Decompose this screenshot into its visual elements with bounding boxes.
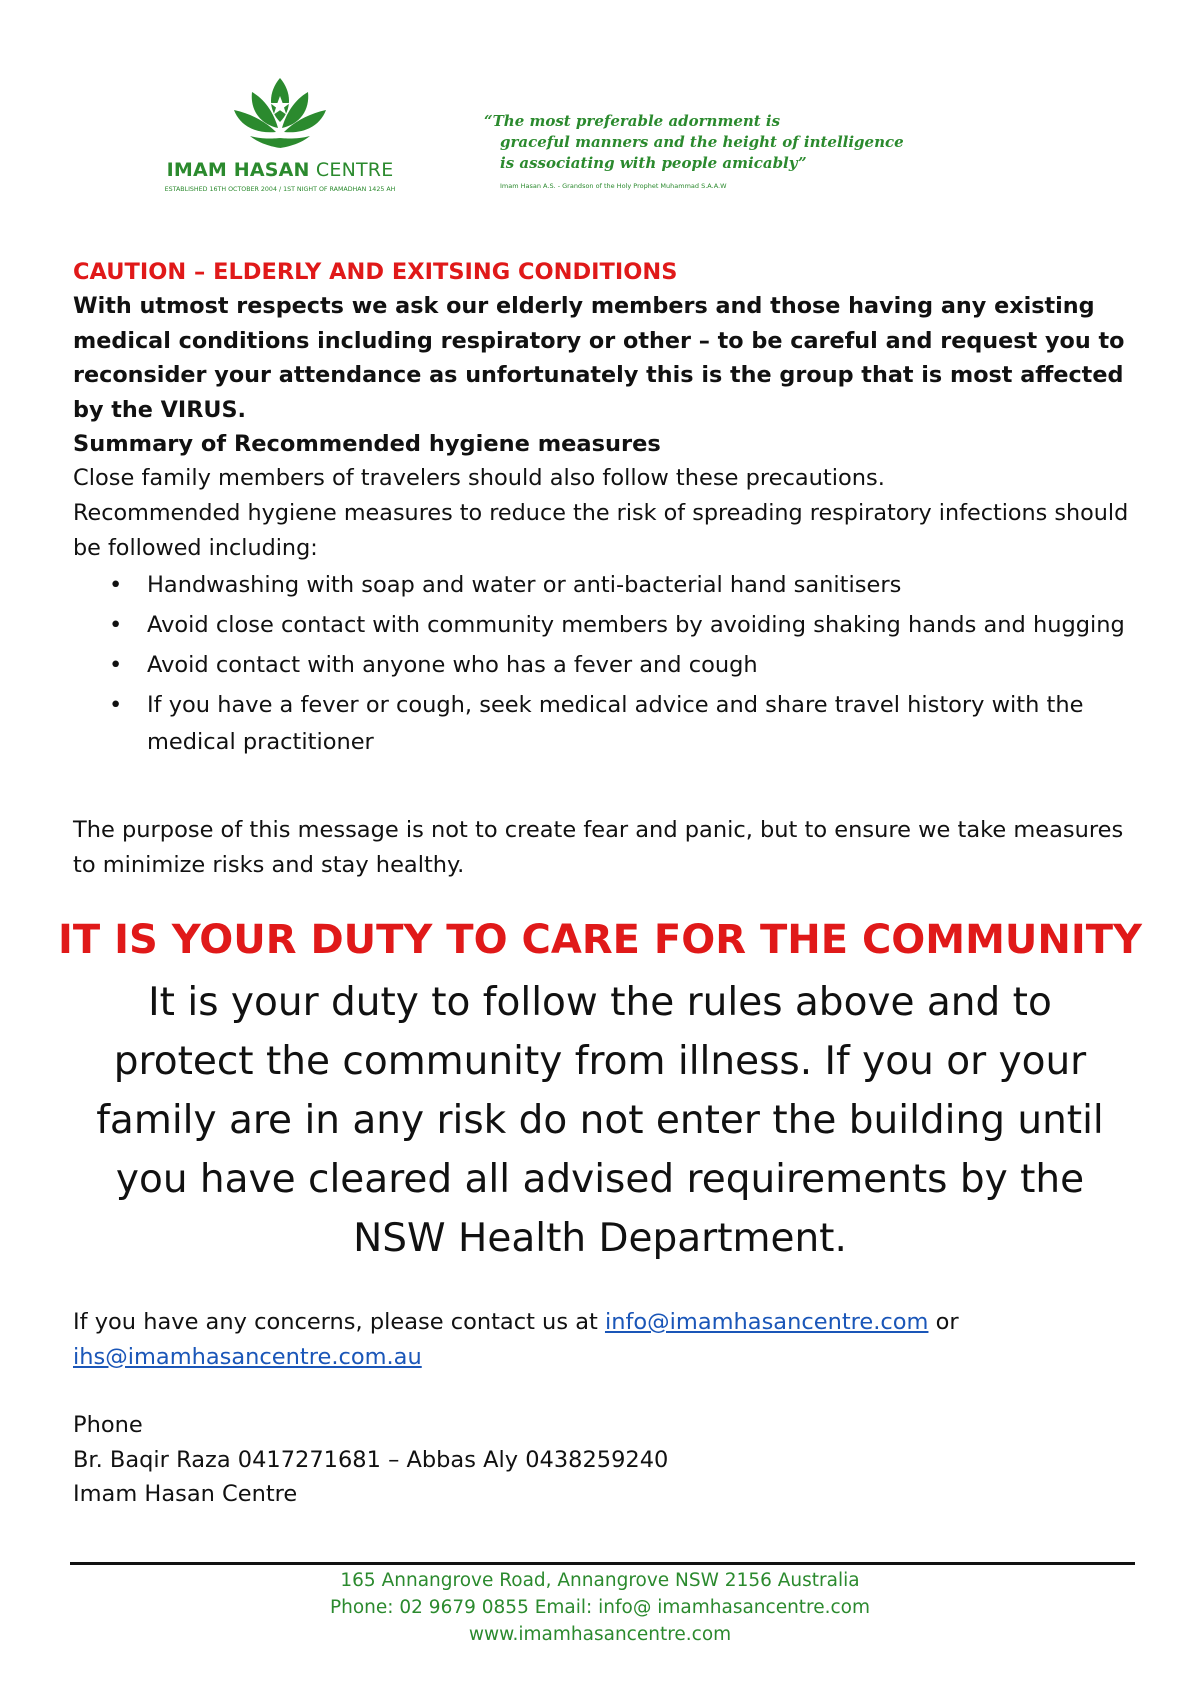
contact-text: If you have any concerns, please contact us at info@imamhasancentre.com or ihs@imamhasancentre.com.au <box>73 1309 959 1370</box>
duty-text: It is your duty to follow the rules above and to protect the community from illness. If you or your family are in any risk do not enter the building until you have cleared all advised requirements by the NSW Health Department. <box>96 980 1104 1261</box>
email-link-info[interactable]: info@imamhasancentre.com <box>604 1309 929 1335</box>
lotus-star-icon <box>230 76 330 154</box>
phone-label: Phone <box>73 1412 143 1438</box>
logo <box>135 76 425 196</box>
list-item: • Avoid contact with anyone who has a fever and cough <box>73 647 1133 684</box>
quote-line: is associating with people amicably” <box>500 154 807 172</box>
list-item: • If you have a fever or cough, seek medical advice and share travel history with the medical practitioner <box>73 687 1133 761</box>
email-link-ihs[interactable]: ihs@imamhasancentre.com.au <box>73 1343 422 1370</box>
summary-line: Close family members of travelers should also follow these precautions. <box>73 465 885 491</box>
footer-divider <box>70 1562 1135 1565</box>
caution-title: CAUTION – ELDERLY AND EXITSING CONDITIONS <box>73 259 678 285</box>
footer-website: www.imamhasancentre.com <box>468 1624 732 1645</box>
list-item: • Handwashing with soap and water or anti-bacterial hand sanitisers <box>73 567 1133 604</box>
logo-subtitle: ESTABLISHED 16TH OCTOBER 2004 / 1ST NIGHT OF RAMADHAN 1425 AH <box>164 186 396 193</box>
quote-line: “The most preferable adornment is <box>484 112 781 130</box>
hygiene-list <box>73 567 1133 764</box>
duty-title: IT IS YOUR DUTY TO CARE FOR THE COMMUNITY <box>57 917 1143 963</box>
quote-attribution: Imam Hasan A.S. - Grandson of the Holy Prophet Muhammad S.A.A.W <box>500 182 727 190</box>
logo-name: IMAM HASAN CENTRE <box>166 159 394 181</box>
bullet-icon: • <box>109 692 123 718</box>
summary-title: Summary of Recommended hygiene measures <box>73 431 661 457</box>
bullet-icon: • <box>109 572 123 598</box>
org-name: Imam Hasan Centre <box>73 1481 298 1507</box>
header-quote <box>484 111 924 174</box>
bullet-icon: • <box>109 652 123 678</box>
purpose-text: The purpose of this message is not to create fear and panic, but to ensure we take measures to minimize risks and stay healthy. <box>73 817 1124 878</box>
quote-line: graceful manners and the height of intelligence <box>500 133 904 151</box>
footer-phone-email: Phone: 02 9679 0855 Email: info@ imamhasancentre.com <box>329 1597 871 1618</box>
phone-people: Br. Baqir Raza 0417271681 – Abbas Aly 0438259240 <box>73 1446 669 1473</box>
caution-text: With utmost respects we ask our elderly members and those having any existing medical conditions including respiratory or other – to be careful and request you to reconsider your attendance as unfortunately this is the group that is most affected by the VIRUS. <box>73 293 1125 423</box>
list-item: • Avoid close contact with community members by avoiding shaking hands and hugging <box>73 607 1133 644</box>
footer <box>0 1567 1200 1648</box>
bullet-icon: • <box>109 612 123 638</box>
summary-line: Recommended hygiene measures to reduce the risk of spreading respiratory infections should be followed including: <box>73 500 1129 561</box>
phone-block <box>73 1408 1133 1512</box>
footer-address: 165 Annangrove Road, Annangrove NSW 2156 Australia <box>340 1570 860 1591</box>
